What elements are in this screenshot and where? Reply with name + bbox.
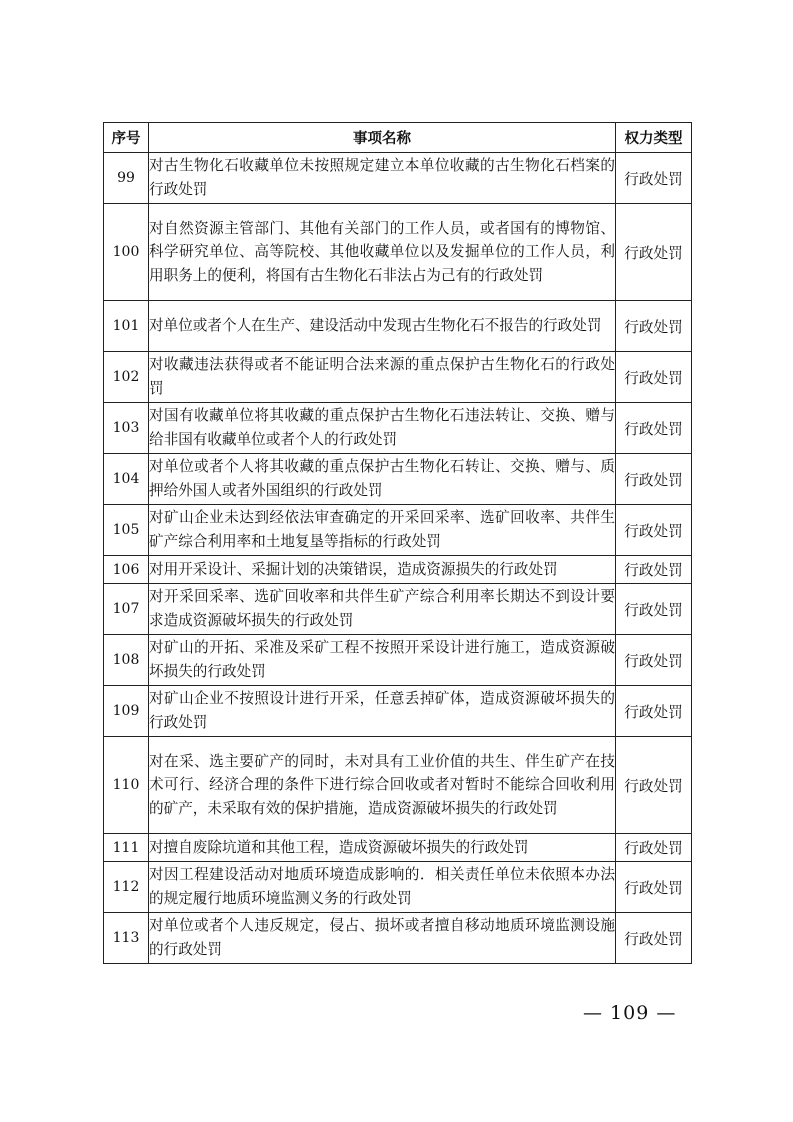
row-name: 对用开采设计、采掘计划的决策错误，造成资源损失的行政处罚 <box>149 556 616 584</box>
row-number: 109 <box>104 686 149 737</box>
row-name: 对收藏违法获得或者不能证明合法来源的重点保护古生物化石的行政处罚 <box>149 352 616 403</box>
table-row <box>104 556 692 584</box>
table-row <box>104 153 692 204</box>
table-row <box>104 862 692 913</box>
row-type: 行政处罚 <box>616 153 692 204</box>
row-type: 行政处罚 <box>616 403 692 454</box>
row-type: 行政处罚 <box>616 737 692 834</box>
table-header-row <box>104 123 692 153</box>
row-name: 对因工程建设活动对地质环境造成影响的．相关责任单位未依照本办法的规定履行地质环境监测义务的行政处罚 <box>149 862 616 913</box>
row-name: 对矿山的开拓、采准及采矿工程不按照开采设计进行施工，造成资源破坏损失的行政处罚 <box>149 635 616 686</box>
row-number: 110 <box>104 737 149 834</box>
row-number: 108 <box>104 635 149 686</box>
header-number: 序号 <box>104 123 149 153</box>
row-name: 对古生物化石收藏单位未按照规定建立本单位收藏的古生物化石档案的行政处罚 <box>149 153 616 204</box>
header-type: 权力类型 <box>616 123 692 153</box>
row-number: 111 <box>104 834 149 862</box>
row-type: 行政处罚 <box>616 352 692 403</box>
row-name: 对单位或者个人在生产、建设活动中发现古生物化石不报告的行政处罚 <box>149 301 616 352</box>
items-table <box>103 122 692 964</box>
row-name: 对擅自废除坑道和其他工程，造成资源破坏损失的行政处罚 <box>149 834 616 862</box>
row-type: 行政处罚 <box>616 556 692 584</box>
header-name: 事项名称 <box>149 123 616 153</box>
row-type: 行政处罚 <box>616 301 692 352</box>
table-row <box>104 737 692 834</box>
table-row <box>104 913 692 964</box>
row-number: 102 <box>104 352 149 403</box>
table-row <box>104 204 692 301</box>
table-row <box>104 403 692 454</box>
row-number: 106 <box>104 556 149 584</box>
row-number: 101 <box>104 301 149 352</box>
row-name: 对开采回采率、选矿回收率和共伴生矿产综合利用率长期达不到设计要求造成资源破坏损失的行政处罚 <box>149 584 616 635</box>
row-type: 行政处罚 <box>616 834 692 862</box>
row-name: 对单位或者个人违反规定，侵占、损坏或者擅自移动地质环境监测设施的行政处罚 <box>149 913 616 964</box>
table-row <box>104 454 692 505</box>
table-row <box>104 834 692 862</box>
row-type: 行政处罚 <box>616 913 692 964</box>
row-type: 行政处罚 <box>616 454 692 505</box>
page-number: — 109 — <box>583 1002 677 1024</box>
row-type: 行政处罚 <box>616 584 692 635</box>
row-type: 行政处罚 <box>616 862 692 913</box>
row-type: 行政处罚 <box>616 635 692 686</box>
table-row <box>104 301 692 352</box>
row-number: 105 <box>104 505 149 556</box>
row-name: 对单位或者个人将其收藏的重点保护古生物化石转让、交换、赠与、质押给外国人或者外国组织的行政处罚 <box>149 454 616 505</box>
row-number: 113 <box>104 913 149 964</box>
row-name: 对国有收藏单位将其收藏的重点保护古生物化石违法转让、交换、赠与给非国有收藏单位或者个人的行政处罚 <box>149 403 616 454</box>
row-type: 行政处罚 <box>616 686 692 737</box>
row-number: 112 <box>104 862 149 913</box>
row-name: 对自然资源主管部门、其他有关部门的工作人员，或者国有的博物馆、科学研究单位、高等院校、其他收藏单位以及发掘单位的工作人员，利用职务上的便利，将国有古生物化石非法占为己有的行政处罚 <box>149 204 616 301</box>
row-type: 行政处罚 <box>616 204 692 301</box>
row-number: 100 <box>104 204 149 301</box>
row-name: 对矿山企业未达到经依法审查确定的开采回采率、选矿回收率、共伴生矿产综合利用率和土地复垦等指标的行政处罚 <box>149 505 616 556</box>
row-type: 行政处罚 <box>616 505 692 556</box>
row-name: 对矿山企业不按照设计进行开采，任意丢掉矿体，造成资源破坏损失的行政处罚 <box>149 686 616 737</box>
table-row <box>104 635 692 686</box>
table-row <box>104 686 692 737</box>
row-number: 104 <box>104 454 149 505</box>
row-name: 对在采、选主要矿产的同时，未对具有工业价值的共生、伴生矿产在技术可行、经济合理的条件下进行综合回收或者对暂时不能综合回收利用的矿产，未采取有效的保护措施，造成资源破坏损失的行政处罚 <box>149 737 616 834</box>
row-number: 107 <box>104 584 149 635</box>
table-row <box>104 352 692 403</box>
table-row <box>104 505 692 556</box>
table-row <box>104 584 692 635</box>
row-number: 103 <box>104 403 149 454</box>
row-number: 99 <box>104 153 149 204</box>
